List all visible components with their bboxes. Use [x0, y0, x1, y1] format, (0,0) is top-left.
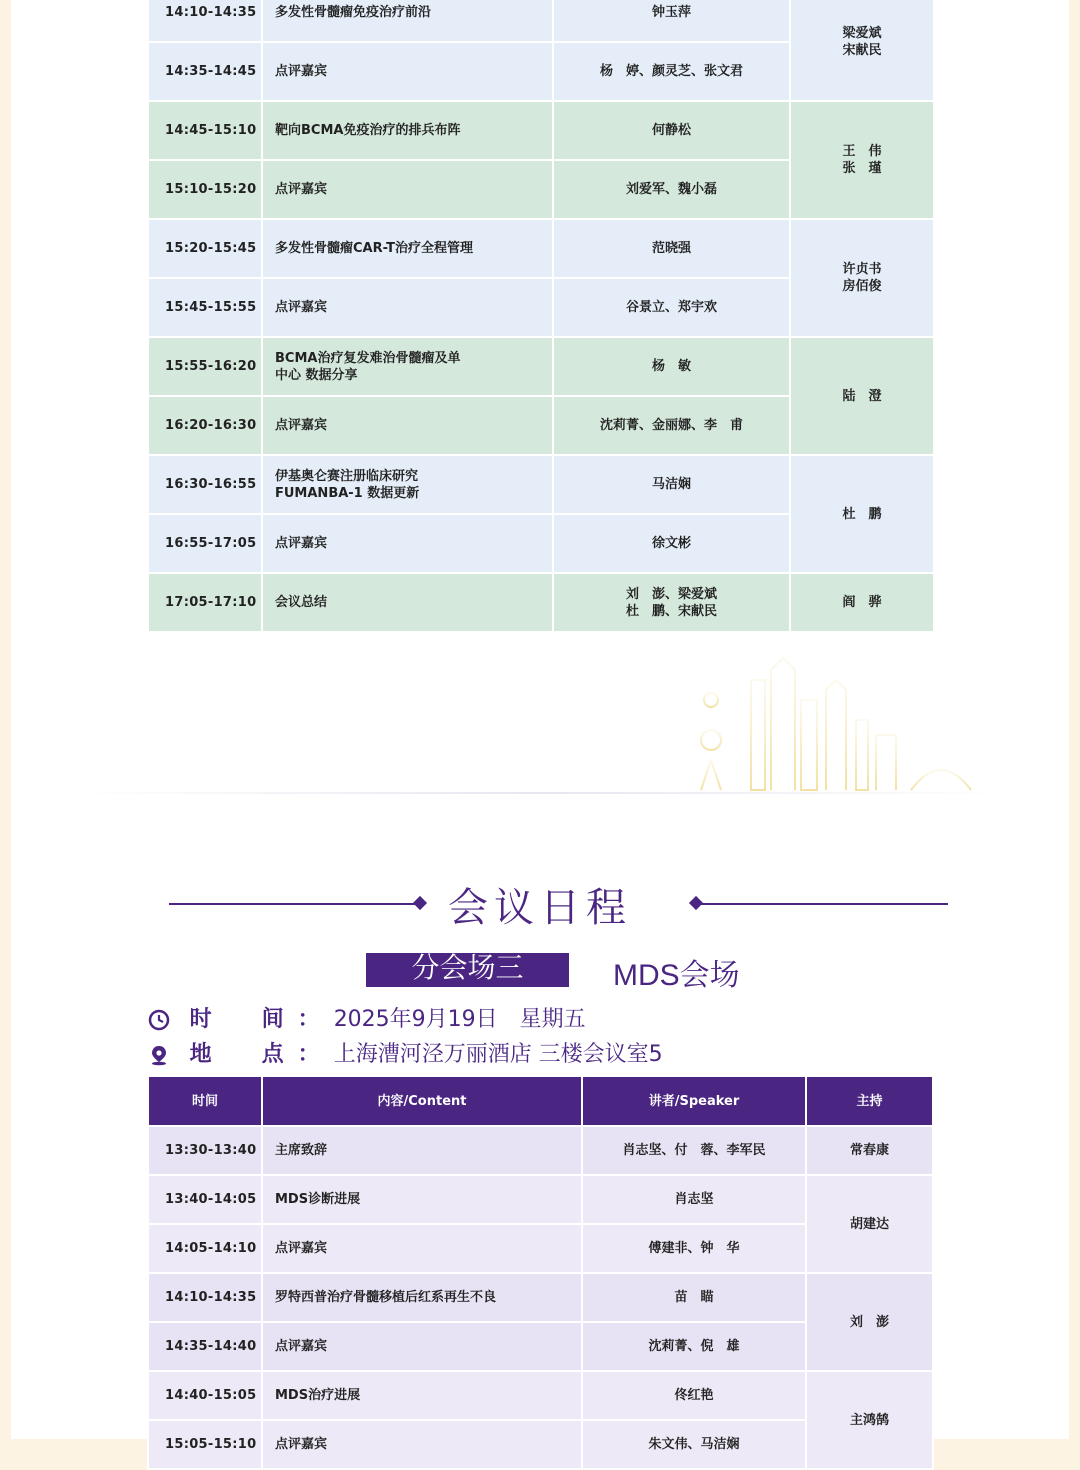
session-speaker: 徐文彬	[553, 514, 790, 573]
table-row	[148, 1273, 933, 1322]
session-time: 16:55-17:05	[148, 514, 262, 573]
session-host: 陆 澄	[790, 337, 934, 455]
venue-name: MDS会场	[613, 959, 740, 992]
schedule-title: 会议日程	[448, 885, 632, 931]
session-topic: 主席致辞	[262, 1126, 582, 1175]
agenda-page	[11, 0, 1069, 1452]
location-pin-icon	[148, 1044, 170, 1066]
session-topic: 点评嘉宾	[262, 1420, 582, 1469]
session-speaker: 苗 瞄	[582, 1273, 806, 1322]
venue-label: 分会场三	[366, 953, 569, 987]
session-speaker: 朱文伟、马洁娴	[582, 1420, 806, 1469]
session-topic: 多发性骨髓瘤免疫治疗前沿	[262, 0, 553, 42]
session-topic: 会议总结	[262, 573, 553, 632]
session-time: 14:45-15:10	[148, 101, 262, 160]
session-speaker: 傅建非、钟 华	[582, 1224, 806, 1273]
session-speaker: 刘 澎、梁爱斌 杜 鹏、宋献民	[553, 573, 790, 632]
table-row	[148, 1175, 933, 1224]
session-speaker: 肖志坚	[582, 1175, 806, 1224]
session-time: 13:40-14:05	[148, 1175, 262, 1224]
session-time: 14:05-14:10	[148, 1224, 262, 1273]
session-time: 14:35-14:45	[148, 42, 262, 101]
header-content: 内容/Content	[262, 1076, 582, 1126]
clock-icon	[148, 1009, 170, 1031]
session-speaker: 沈莉菁、倪 雄	[582, 1322, 806, 1371]
session-time: 16:20-16:30	[148, 396, 262, 455]
session-speaker: 佟红艳	[582, 1371, 806, 1420]
session-host: 梁爱斌 宋献民	[790, 0, 934, 101]
session-time: 14:10-14:35	[148, 1273, 262, 1322]
session-host: 阎 骅	[790, 573, 934, 632]
table-row	[148, 455, 934, 514]
date-value: 2025年9月19日 星期五	[333, 1007, 586, 1032]
table-row	[148, 0, 934, 42]
session-host: 许贞书 房佰俊	[790, 219, 934, 337]
session-speaker: 马洁娴	[553, 455, 790, 514]
session-topic: 点评嘉宾	[262, 1322, 582, 1371]
session-host: 刘 澎	[806, 1273, 933, 1371]
table-row	[148, 1371, 933, 1420]
table-row	[148, 337, 934, 396]
city-skyline-decoration	[671, 640, 1011, 800]
session-speaker: 谷景立、郑宇欢	[553, 278, 790, 337]
session-time: 14:35-14:40	[148, 1322, 262, 1371]
session-topic: 点评嘉宾	[262, 42, 553, 101]
session-host: 主鸿鹄	[806, 1371, 933, 1469]
section-divider	[71, 792, 1011, 794]
session-topic: 点评嘉宾	[262, 514, 553, 573]
session-time: 16:30-16:55	[148, 455, 262, 514]
session-time: 15:10-15:20	[148, 160, 262, 219]
session-topic: 罗特西普治疗骨髓移植后红系再生不良	[262, 1273, 582, 1322]
session-time: 15:20-15:45	[148, 219, 262, 278]
header-time: 时间	[148, 1076, 262, 1126]
session-host: 杜 鹏	[790, 455, 934, 573]
session-topic: BCMA治疗复发难治骨髓瘤及单 中心 数据分享	[262, 337, 553, 396]
header-host: 主持	[806, 1076, 933, 1126]
table-row	[148, 101, 934, 160]
session-topic: MDS诊断进展	[262, 1175, 582, 1224]
session-host: 王 伟 张 瑾	[790, 101, 934, 219]
table-row	[148, 1126, 933, 1175]
session-time: 13:30-13:40	[148, 1126, 262, 1175]
location-row	[148, 1037, 663, 1068]
session-host: 胡建达	[806, 1175, 933, 1273]
session-speaker: 钟玉萍	[553, 0, 790, 42]
session-topic: 伊基奥仑赛注册临床研究 FUMANBA-1 数据更新	[262, 455, 553, 514]
session-time: 14:40-15:05	[148, 1371, 262, 1420]
session-speaker: 沈莉菁、金丽娜、李 甫	[553, 396, 790, 455]
session-speaker: 杨 婷、颜灵芝、张文君	[553, 42, 790, 101]
session-topic: MDS治疗进展	[262, 1371, 582, 1420]
location-value: 上海漕河泾万丽酒店 三楼会议室5	[333, 1042, 663, 1067]
top-schedule-table	[147, 0, 935, 633]
session-topic: 点评嘉宾	[262, 396, 553, 455]
header-speaker: 讲者/Speaker	[582, 1076, 806, 1126]
session-topic: 靶向BCMA免疫治疗的排兵布阵	[262, 101, 553, 160]
session-topic: 点评嘉宾	[262, 160, 553, 219]
session-speaker: 刘爱军、魏小磊	[553, 160, 790, 219]
session-topic: 点评嘉宾	[262, 278, 553, 337]
location-label: 地 点：	[189, 1042, 334, 1067]
table-header-row	[148, 1076, 933, 1126]
session-time: 15:45-15:55	[148, 278, 262, 337]
session-speaker: 杨 敏	[553, 337, 790, 396]
session-speaker: 肖志坚、付 蓉、李军民	[582, 1126, 806, 1175]
session-time: 17:05-17:10	[148, 573, 262, 632]
date-label: 时 间：	[189, 1007, 334, 1032]
table-row	[148, 573, 934, 632]
session-speaker: 何静松	[553, 101, 790, 160]
date-row	[148, 1002, 586, 1033]
session-topic: 点评嘉宾	[262, 1224, 582, 1273]
session-time: 15:55-16:20	[148, 337, 262, 396]
mds-schedule-table	[147, 1075, 934, 1470]
session-time: 15:05-15:10	[148, 1420, 262, 1469]
table-row	[148, 219, 934, 278]
session-speaker: 范晓强	[553, 219, 790, 278]
session-time: 14:10-14:35	[148, 0, 262, 42]
session-topic: 多发性骨髓瘤CAR-T治疗全程管理	[262, 219, 553, 278]
session-host: 常春康	[806, 1126, 933, 1175]
